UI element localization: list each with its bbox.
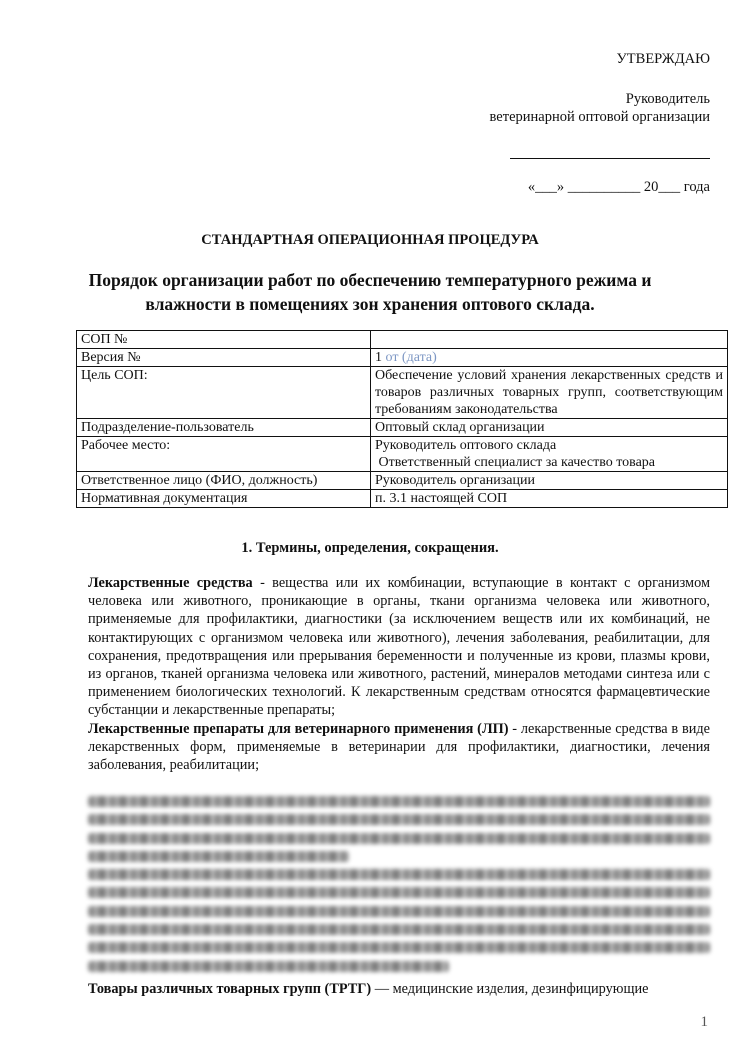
table-row [77,437,728,472]
section-heading: 1. Термины, определения, сокращения. [241,540,499,556]
table-label: Нормативная документация [77,490,371,508]
table-value [371,349,728,367]
page-number: 1 [700,1014,708,1030]
definition-paragraph-partial [88,980,710,998]
table-value [371,331,728,349]
table-row [77,490,728,508]
approver-position-line2: ветеринарной оптовой организации [489,109,710,125]
table-label: Версия № [77,349,371,367]
definitions-text [88,574,710,774]
definition-term: Лекарственные средства [88,575,253,591]
approve-stamp: УТВЕРЖДАЮ [616,51,710,67]
table-row [77,349,728,367]
table-row [77,367,728,419]
workplace-2: Ответственный специалист за качество товара [375,455,655,470]
workplace-1: Руководитель оптового склада [375,438,557,453]
definition-paragraph [88,720,710,775]
table-label: Цель СОП: [77,367,371,419]
table-label: СОП № [77,331,371,349]
definition-body: - вещества или их комбинации, вступающие в контакт с организмом человека или животного, проникающие в органы, ткани организма человека или животного, применяемые для профилактики, диагностики (за исключением веществ или их комбинаций, не контактирующих с организмом человека или животного), лечения заболевания, реабилитации, для сохранения, предотвращения или прерывания беременности и полученные из крови, плазмы крови, из органов, тканей организма человека или животного, растений, минералов методами синтеза или с применением биологических технологий. К лекарственным средствам относятся фармацевтические субстанции и лекарственные препараты; [88,575,710,719]
definition-paragraph [88,574,710,720]
table-row [77,472,728,490]
table-value: Оптовый склад организации [371,419,728,437]
table-row [77,419,728,437]
approval-date-line: «___» __________ 20___ года [527,179,710,195]
sop-title: СТАНДАРТНАЯ ОПЕРАЦИОННАЯ ПРОЦЕДУРА [201,232,539,248]
definition-body: — медицинские изделия, дезинфицирующие [371,981,649,997]
sop-info-table [76,330,728,508]
approver-position-line1: Руководитель [625,91,710,107]
table-row [77,331,728,349]
definition-body: - лекарственные средства в виде лекарственных форм, применяемые в ветеринарии для профилактики, диагностики, лечения заболевания, реабилитации; [88,720,710,774]
signature-line [510,158,710,159]
version-date-hint: от (дата) [382,350,437,365]
definition-term: Товары различных товарных групп (ТРТГ) [88,981,372,997]
version-number: 1 [375,350,382,365]
table-label: Рабочее место: [77,437,371,472]
document-main-title: Порядок организации работ по обеспечению температурного режима и влажности в помещениях зон хранения оптового склада. [88,270,652,314]
approver-position [490,90,710,126]
definition-term: Лекарственные препараты для ветеринарного применения (ЛП) [88,720,509,737]
table-value [371,437,728,472]
table-value: Обеспечение условий хранения лекарственных средств и товаров различных товарных групп, соответствующим требованиям законодательства [371,367,728,419]
table-value: Руководитель организации [371,472,728,490]
table-value: п. 3.1 настоящей СОП [371,490,728,508]
table-label: Подразделение-пользователь [77,419,371,437]
table-label: Ответственное лицо (ФИО, должность) [77,472,371,490]
blurred-text-block [88,796,710,976]
